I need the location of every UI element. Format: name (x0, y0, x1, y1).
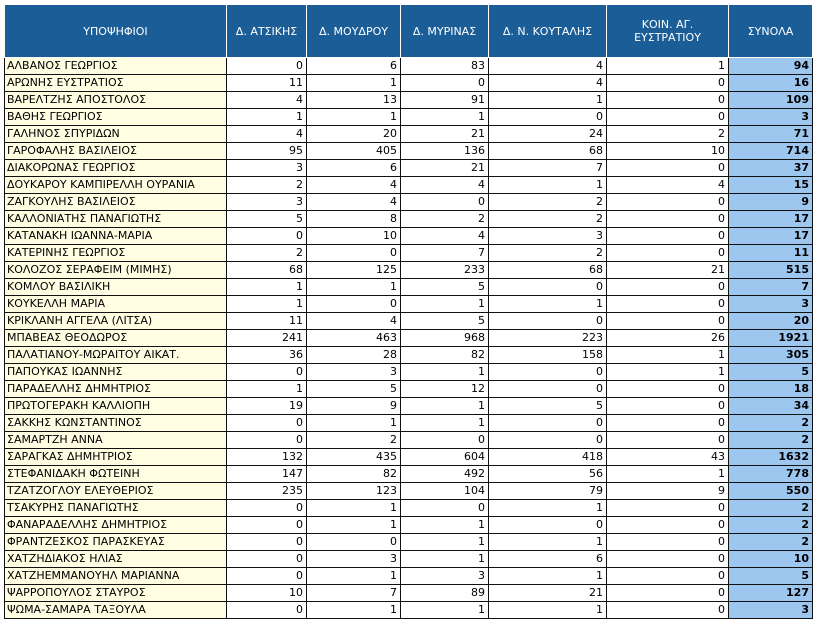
total-votes-cell: 1921 (729, 330, 813, 347)
total-votes-cell: 778 (729, 466, 813, 483)
total-votes-cell: 3 (729, 602, 813, 619)
moudros-votes-cell: 3 (307, 551, 401, 568)
table-row (5, 517, 813, 534)
myrina-votes-cell: 1 (401, 602, 489, 619)
agios-efstratios-votes-cell: 1 (607, 466, 729, 483)
agios-efstratios-votes-cell: 26 (607, 330, 729, 347)
agios-efstratios-votes-cell: 0 (607, 75, 729, 92)
moudros-votes-cell: 5 (307, 381, 401, 398)
myrina-votes-cell: 1 (401, 398, 489, 415)
table-row (5, 466, 813, 483)
candidate-name-cell: ΤΖΑΤΖΟΓΛΟΥ ΕΛΕΥΘΕΡΙΟΣ (5, 483, 227, 500)
agios-efstratios-votes-cell: 10 (607, 143, 729, 160)
agios-efstratios-votes-cell: 0 (607, 585, 729, 602)
nea-koutali-votes-cell: 158 (489, 347, 607, 364)
moudros-votes-cell: 4 (307, 194, 401, 211)
total-votes-cell: 515 (729, 262, 813, 279)
agios-efstratios-votes-cell: 0 (607, 500, 729, 517)
moudros-votes-cell: 6 (307, 58, 401, 75)
total-votes-cell: 7 (729, 279, 813, 296)
atsiki-votes-cell: 1 (227, 381, 307, 398)
atsiki-votes-cell: 0 (227, 602, 307, 619)
candidate-name-cell: ΚΑΤΕΡΙΝΗΣ ΓΕΩΡΓΙΟΣ (5, 245, 227, 262)
moudros-votes-cell: 2 (307, 432, 401, 449)
atsiki-votes-cell: 2 (227, 245, 307, 262)
atsiki-votes-cell: 0 (227, 432, 307, 449)
myrina-votes-cell: 2 (401, 211, 489, 228)
moudros-votes-cell: 1 (307, 75, 401, 92)
nea-koutali-votes-cell: 68 (489, 143, 607, 160)
myrina-votes-cell: 5 (401, 279, 489, 296)
atsiki-votes-cell: 36 (227, 347, 307, 364)
candidate-name-cell: ΠΑΠΟΥΚΑΣ ΙΩΑΝΝΗΣ (5, 364, 227, 381)
table-row (5, 347, 813, 364)
nea-koutali-votes-cell: 418 (489, 449, 607, 466)
table-row (5, 262, 813, 279)
results-table-container (4, 4, 813, 619)
moudros-votes-cell: 1 (307, 415, 401, 432)
moudros-votes-cell: 405 (307, 143, 401, 160)
total-votes-cell: 714 (729, 143, 813, 160)
agios-efstratios-votes-cell: 0 (607, 313, 729, 330)
candidate-name-cell: ΔΙΑΚΟΡΩΝΑΣ ΓΕΩΡΓΙΟΣ (5, 160, 227, 177)
myrina-votes-cell: 1 (401, 364, 489, 381)
total-votes-cell: 3 (729, 109, 813, 126)
moudros-votes-cell: 3 (307, 364, 401, 381)
nea-koutali-votes-cell: 2 (489, 211, 607, 228)
agios-efstratios-votes-cell: 1 (607, 347, 729, 364)
nea-koutali-votes-cell: 79 (489, 483, 607, 500)
agios-efstratios-votes-cell: 0 (607, 381, 729, 398)
nea-koutali-votes-cell: 0 (489, 381, 607, 398)
table-row (5, 398, 813, 415)
table-row (5, 296, 813, 313)
table-row (5, 177, 813, 194)
agios-efstratios-votes-cell: 2 (607, 126, 729, 143)
moudros-votes-cell: 0 (307, 296, 401, 313)
nea-koutali-votes-cell: 3 (489, 228, 607, 245)
table-row (5, 160, 813, 177)
table-row (5, 126, 813, 143)
total-votes-cell: 17 (729, 228, 813, 245)
candidate-name-cell: ΚΑΤΑΝΑΚΗ ΙΩΑΝΝΑ-ΜΑΡΙΑ (5, 228, 227, 245)
candidate-name-cell: ΠΑΡΑΔΕΛΛΗΣ ΔΗΜΗΤΡΙΟΣ (5, 381, 227, 398)
agios-efstratios-votes-cell: 0 (607, 432, 729, 449)
total-votes-cell: 2 (729, 534, 813, 551)
table-row (5, 432, 813, 449)
myrina-votes-cell: 5 (401, 313, 489, 330)
total-votes-cell: 5 (729, 568, 813, 585)
candidate-name-cell: ΣΤΕΦΑΝΙΔΑΚΗ ΦΩΤΕΙΝΗ (5, 466, 227, 483)
atsiki-votes-cell: 95 (227, 143, 307, 160)
myrina-votes-cell: 233 (401, 262, 489, 279)
candidate-name-cell: ΦΡΑΝΤΖΕΣΚΟΣ ΠΑΡΑΣΚΕΥΑΣ (5, 534, 227, 551)
table-row (5, 228, 813, 245)
atsiki-votes-cell: 0 (227, 534, 307, 551)
candidate-name-cell: ΚΟΛΟΖΟΣ ΣΕΡΑΦΕΙΜ (ΜΙΜΗΣ) (5, 262, 227, 279)
agios-efstratios-votes-cell: 0 (607, 602, 729, 619)
agios-efstratios-votes-cell: 0 (607, 160, 729, 177)
moudros-votes-cell: 1 (307, 109, 401, 126)
nea-koutali-votes-cell: 1 (489, 177, 607, 194)
nea-koutali-votes-cell: 0 (489, 313, 607, 330)
atsiki-votes-cell: 5 (227, 211, 307, 228)
nea-koutali-votes-cell: 21 (489, 585, 607, 602)
atsiki-votes-cell: 0 (227, 364, 307, 381)
agios-efstratios-votes-cell: 21 (607, 262, 729, 279)
table-row (5, 313, 813, 330)
myrina-votes-cell: 91 (401, 92, 489, 109)
column-header-candidates: ΥΠΟΨΗΦΙΟΙ (5, 5, 227, 58)
myrina-votes-cell: 968 (401, 330, 489, 347)
candidate-name-cell: ΒΑΡΕΛΤΖΗΣ ΑΠΟΣΤΟΛΟΣ (5, 92, 227, 109)
agios-efstratios-votes-cell: 1 (607, 58, 729, 75)
myrina-votes-cell: 83 (401, 58, 489, 75)
candidate-name-cell: ΑΛΒΑΝΟΣ ΓΕΩΡΓΙΟΣ (5, 58, 227, 75)
myrina-votes-cell: 4 (401, 228, 489, 245)
total-votes-cell: 1632 (729, 449, 813, 466)
moudros-votes-cell: 20 (307, 126, 401, 143)
table-row (5, 364, 813, 381)
total-votes-cell: 3 (729, 296, 813, 313)
myrina-votes-cell: 1 (401, 517, 489, 534)
myrina-votes-cell: 0 (401, 194, 489, 211)
candidate-name-cell: ΨΑΡΡΟΠΟΥΛΟΣ ΣΤΑΥΡΟΣ (5, 585, 227, 602)
table-row (5, 75, 813, 92)
table-row (5, 194, 813, 211)
atsiki-votes-cell: 19 (227, 398, 307, 415)
atsiki-votes-cell: 11 (227, 75, 307, 92)
atsiki-votes-cell: 1 (227, 279, 307, 296)
total-votes-cell: 11 (729, 245, 813, 262)
atsiki-votes-cell: 0 (227, 517, 307, 534)
total-votes-cell: 550 (729, 483, 813, 500)
total-votes-cell: 9 (729, 194, 813, 211)
total-votes-cell: 94 (729, 58, 813, 75)
moudros-votes-cell: 0 (307, 245, 401, 262)
myrina-votes-cell: 136 (401, 143, 489, 160)
nea-koutali-votes-cell: 56 (489, 466, 607, 483)
candidate-name-cell: ΓΑΡΟΦΑΛΗΣ ΒΑΣΙΛΕΙΟΣ (5, 143, 227, 160)
total-votes-cell: 34 (729, 398, 813, 415)
agios-efstratios-votes-cell: 0 (607, 517, 729, 534)
table-row (5, 551, 813, 568)
moudros-votes-cell: 1 (307, 279, 401, 296)
myrina-votes-cell: 1 (401, 415, 489, 432)
total-votes-cell: 17 (729, 211, 813, 228)
myrina-votes-cell: 21 (401, 126, 489, 143)
nea-koutali-votes-cell: 6 (489, 551, 607, 568)
total-votes-cell: 2 (729, 517, 813, 534)
atsiki-votes-cell: 0 (227, 415, 307, 432)
candidate-name-cell: ΣΑΡΑΓΚΑΣ ΔΗΜΗΤΡΙΟΣ (5, 449, 227, 466)
atsiki-votes-cell: 10 (227, 585, 307, 602)
myrina-votes-cell: 89 (401, 585, 489, 602)
total-votes-cell: 10 (729, 551, 813, 568)
total-votes-cell: 18 (729, 381, 813, 398)
myrina-votes-cell: 21 (401, 160, 489, 177)
candidate-name-cell: ΤΣΑΚΥΡΗΣ ΠΑΝΑΓΙΩΤΗΣ (5, 500, 227, 517)
candidate-name-cell: ΓΑΛΗΝΟΣ ΣΠΥΡΙΔΩΝ (5, 126, 227, 143)
results-table (4, 4, 813, 619)
atsiki-votes-cell: 1 (227, 109, 307, 126)
nea-koutali-votes-cell: 1 (489, 296, 607, 313)
agios-efstratios-votes-cell: 9 (607, 483, 729, 500)
moudros-votes-cell: 123 (307, 483, 401, 500)
atsiki-votes-cell: 2 (227, 177, 307, 194)
table-row (5, 109, 813, 126)
moudros-votes-cell: 9 (307, 398, 401, 415)
myrina-votes-cell: 1 (401, 534, 489, 551)
candidate-name-cell: ΒΑΘΗΣ ΓΕΩΡΓΙΟΣ (5, 109, 227, 126)
agios-efstratios-votes-cell: 0 (607, 534, 729, 551)
candidate-name-cell: ΠΑΛΑΤΙΑΝΟΥ-ΜΩΡΑΙΤΟΥ ΑΙΚΑΤ. (5, 347, 227, 364)
myrina-votes-cell: 604 (401, 449, 489, 466)
nea-koutali-votes-cell: 0 (489, 432, 607, 449)
nea-koutali-votes-cell: 24 (489, 126, 607, 143)
candidate-name-cell: ΚΟΜΛΟΥ ΒΑΣΙΛΙΚΗ (5, 279, 227, 296)
candidate-name-cell: ΚΡΙΚΛΑΝΗ ΑΓΓΕΛΑ (ΛΙΤΣΑ) (5, 313, 227, 330)
column-header-agios-efstratios: ΚΟΙΝ. ΑΓ. ΕΥΣΤΡΑΤΙΟΥ (607, 5, 729, 58)
total-votes-cell: 305 (729, 347, 813, 364)
atsiki-votes-cell: 0 (227, 228, 307, 245)
moudros-votes-cell: 1 (307, 602, 401, 619)
nea-koutali-votes-cell: 4 (489, 75, 607, 92)
table-row (5, 211, 813, 228)
column-header-myrina: Δ. ΜΥΡΙΝΑΣ (401, 5, 489, 58)
total-votes-cell: 109 (729, 92, 813, 109)
nea-koutali-votes-cell: 0 (489, 415, 607, 432)
total-votes-cell: 5 (729, 364, 813, 381)
myrina-votes-cell: 7 (401, 245, 489, 262)
moudros-votes-cell: 4 (307, 313, 401, 330)
column-header-totals: ΣΥΝΟΛΑ (729, 5, 813, 58)
moudros-votes-cell: 82 (307, 466, 401, 483)
total-votes-cell: 15 (729, 177, 813, 194)
nea-koutali-votes-cell: 4 (489, 58, 607, 75)
candidate-name-cell: ΑΡΩΝΗΣ ΕΥΣΤΡΑΤΙΟΣ (5, 75, 227, 92)
nea-koutali-votes-cell: 0 (489, 109, 607, 126)
atsiki-votes-cell: 68 (227, 262, 307, 279)
candidate-name-cell: ΨΩΜΑ-ΣΑΜΑΡΑ ΤΑΞΟΥΛΑ (5, 602, 227, 619)
candidate-name-cell: ΦΑΝΑΡΑΔΕΛΛΗΣ ΔΗΜΗΤΡΙΟΣ (5, 517, 227, 534)
total-votes-cell: 2 (729, 432, 813, 449)
agios-efstratios-votes-cell: 0 (607, 92, 729, 109)
agios-efstratios-votes-cell: 0 (607, 279, 729, 296)
table-row (5, 483, 813, 500)
myrina-votes-cell: 82 (401, 347, 489, 364)
total-votes-cell: 127 (729, 585, 813, 602)
myrina-votes-cell: 1 (401, 109, 489, 126)
moudros-votes-cell: 10 (307, 228, 401, 245)
table-row (5, 585, 813, 602)
candidate-name-cell: ΧΑΤΖΗΔΙΑΚΟΣ ΗΛΙΑΣ (5, 551, 227, 568)
agios-efstratios-votes-cell: 0 (607, 415, 729, 432)
nea-koutali-votes-cell: 0 (489, 517, 607, 534)
table-row (5, 330, 813, 347)
agios-efstratios-votes-cell: 0 (607, 211, 729, 228)
atsiki-votes-cell: 0 (227, 500, 307, 517)
nea-koutali-votes-cell: 2 (489, 194, 607, 211)
table-row (5, 449, 813, 466)
table-row (5, 534, 813, 551)
candidate-name-cell: ΣΑΜΑΡΤΖΗ ΑΝΝΑ (5, 432, 227, 449)
agios-efstratios-votes-cell: 0 (607, 194, 729, 211)
results-table-body (5, 58, 813, 619)
atsiki-votes-cell: 4 (227, 126, 307, 143)
agios-efstratios-votes-cell: 0 (607, 109, 729, 126)
candidate-name-cell: ΖΑΓΚΟΥΛΗΣ ΒΑΣΙΛΕΙΟΣ (5, 194, 227, 211)
myrina-votes-cell: 0 (401, 432, 489, 449)
column-header-moudros: Δ. ΜΟΥΔΡΟΥ (307, 5, 401, 58)
nea-koutali-votes-cell: 68 (489, 262, 607, 279)
agios-efstratios-votes-cell: 43 (607, 449, 729, 466)
atsiki-votes-cell: 0 (227, 58, 307, 75)
myrina-votes-cell: 104 (401, 483, 489, 500)
candidate-name-cell: ΚΑΛΛΟΝΙΑΤΗΣ ΠΑΝΑΓΙΩΤΗΣ (5, 211, 227, 228)
table-row (5, 602, 813, 619)
candidate-name-cell: ΔΟΥΚΑΡΟΥ ΚΑΜΠΙΡΕΛΛΗ ΟΥΡΑΝΙΑ (5, 177, 227, 194)
total-votes-cell: 2 (729, 500, 813, 517)
moudros-votes-cell: 1 (307, 500, 401, 517)
agios-efstratios-votes-cell: 0 (607, 228, 729, 245)
myrina-votes-cell: 3 (401, 568, 489, 585)
agios-efstratios-votes-cell: 4 (607, 177, 729, 194)
moudros-votes-cell: 28 (307, 347, 401, 364)
moudros-votes-cell: 7 (307, 585, 401, 602)
table-row (5, 245, 813, 262)
total-votes-cell: 71 (729, 126, 813, 143)
atsiki-votes-cell: 3 (227, 160, 307, 177)
agios-efstratios-votes-cell: 0 (607, 398, 729, 415)
table-row (5, 381, 813, 398)
myrina-votes-cell: 1 (401, 551, 489, 568)
moudros-votes-cell: 463 (307, 330, 401, 347)
table-row (5, 92, 813, 109)
candidate-name-cell: ΚΟΥΚΕΛΛΗ ΜΑΡΙΑ (5, 296, 227, 313)
table-row (5, 568, 813, 585)
total-votes-cell: 20 (729, 313, 813, 330)
myrina-votes-cell: 0 (401, 500, 489, 517)
total-votes-cell: 2 (729, 415, 813, 432)
table-row (5, 415, 813, 432)
atsiki-votes-cell: 1 (227, 296, 307, 313)
column-header-atsiki: Δ. ΑΤΣΙΚΗΣ (227, 5, 307, 58)
moudros-votes-cell: 125 (307, 262, 401, 279)
nea-koutali-votes-cell: 1 (489, 568, 607, 585)
header-row (5, 5, 813, 58)
moudros-votes-cell: 8 (307, 211, 401, 228)
atsiki-votes-cell: 132 (227, 449, 307, 466)
moudros-votes-cell: 435 (307, 449, 401, 466)
table-row (5, 279, 813, 296)
myrina-votes-cell: 492 (401, 466, 489, 483)
agios-efstratios-votes-cell: 0 (607, 551, 729, 568)
myrina-votes-cell: 12 (401, 381, 489, 398)
moudros-votes-cell: 13 (307, 92, 401, 109)
myrina-votes-cell: 4 (401, 177, 489, 194)
atsiki-votes-cell: 147 (227, 466, 307, 483)
agios-efstratios-votes-cell: 0 (607, 568, 729, 585)
table-row (5, 58, 813, 75)
atsiki-votes-cell: 241 (227, 330, 307, 347)
nea-koutali-votes-cell: 1 (489, 534, 607, 551)
agios-efstratios-votes-cell: 0 (607, 245, 729, 262)
atsiki-votes-cell: 4 (227, 92, 307, 109)
nea-koutali-votes-cell: 0 (489, 364, 607, 381)
candidate-name-cell: ΠΡΩΤΟΓΕΡΑΚΗ ΚΑΛΛΙΟΠΗ (5, 398, 227, 415)
candidate-name-cell: ΧΑΤΖΗΕΜΜΑΝΟΥΗΛ ΜΑΡΙΑΝΝΑ (5, 568, 227, 585)
atsiki-votes-cell: 0 (227, 551, 307, 568)
nea-koutali-votes-cell: 0 (489, 279, 607, 296)
atsiki-votes-cell: 11 (227, 313, 307, 330)
atsiki-votes-cell: 235 (227, 483, 307, 500)
candidate-name-cell: ΜΠΑΒΕΑΣ ΘΕΟΔΩΡΟΣ (5, 330, 227, 347)
nea-koutali-votes-cell: 223 (489, 330, 607, 347)
total-votes-cell: 16 (729, 75, 813, 92)
moudros-votes-cell: 6 (307, 160, 401, 177)
moudros-votes-cell: 4 (307, 177, 401, 194)
table-row (5, 500, 813, 517)
nea-koutali-votes-cell: 7 (489, 160, 607, 177)
agios-efstratios-votes-cell: 0 (607, 296, 729, 313)
nea-koutali-votes-cell: 1 (489, 500, 607, 517)
table-row (5, 143, 813, 160)
nea-koutali-votes-cell: 1 (489, 92, 607, 109)
candidate-name-cell: ΣΑΚΚΗΣ ΚΩΝΣΤΑΝΤΙΝΟΣ (5, 415, 227, 432)
myrina-votes-cell: 0 (401, 75, 489, 92)
atsiki-votes-cell: 3 (227, 194, 307, 211)
nea-koutali-votes-cell: 2 (489, 245, 607, 262)
atsiki-votes-cell: 0 (227, 568, 307, 585)
moudros-votes-cell: 0 (307, 534, 401, 551)
total-votes-cell: 37 (729, 160, 813, 177)
moudros-votes-cell: 1 (307, 517, 401, 534)
myrina-votes-cell: 1 (401, 296, 489, 313)
column-header-nea-koutali: Δ. Ν. ΚΟΥΤΑΛΗΣ (489, 5, 607, 58)
nea-koutali-votes-cell: 1 (489, 602, 607, 619)
moudros-votes-cell: 1 (307, 568, 401, 585)
nea-koutali-votes-cell: 5 (489, 398, 607, 415)
agios-efstratios-votes-cell: 1 (607, 364, 729, 381)
